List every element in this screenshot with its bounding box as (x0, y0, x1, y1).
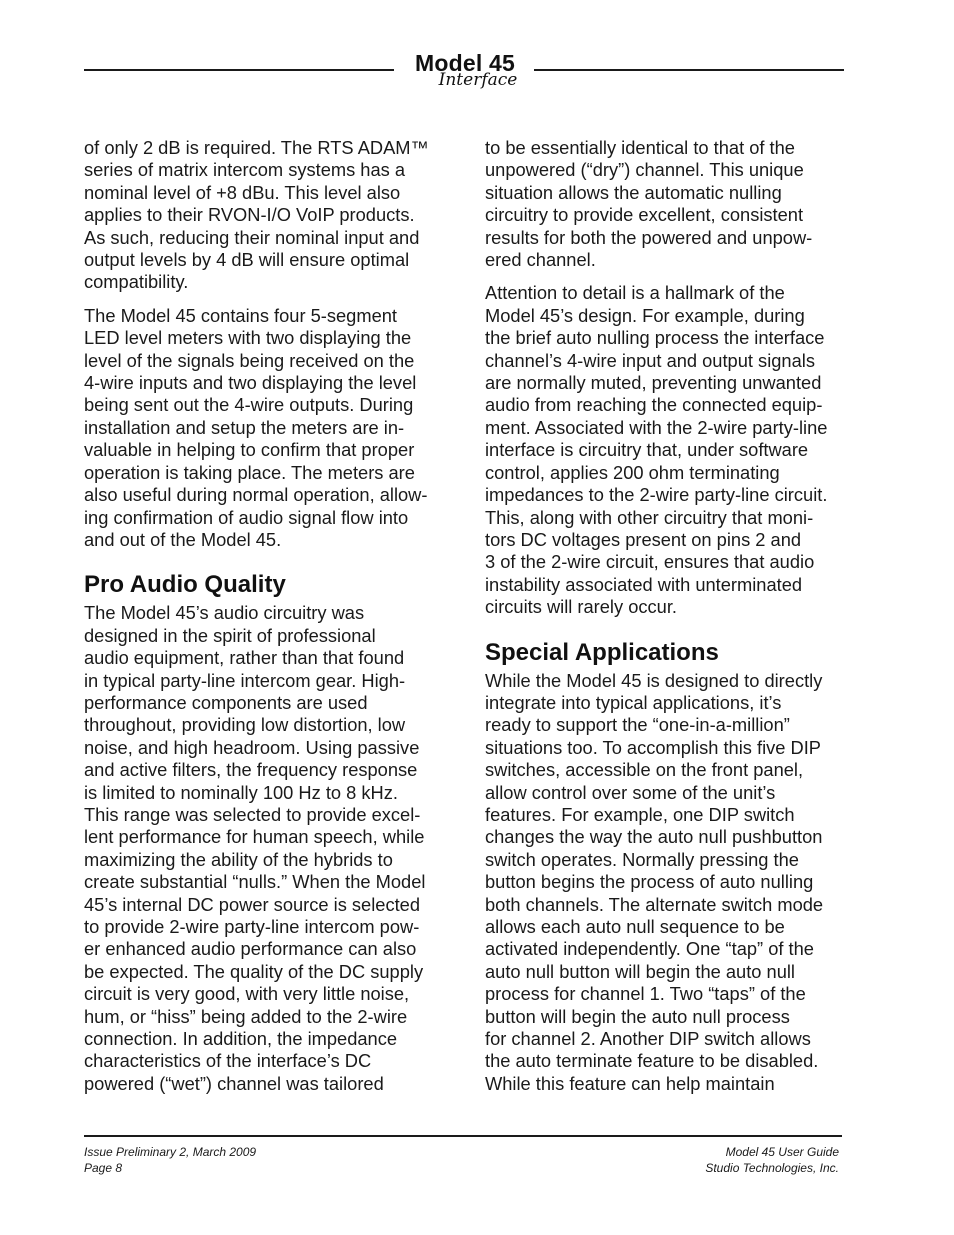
header-rule-left (84, 69, 394, 71)
logo-model-text: Model 45 (414, 50, 515, 76)
right-paragraph-1: to be essentially identical to that of the unpowered (“dry”) channel. This unique situation allows the automatic nulling circuitry to provide excellent, consistent results for both the powered and unpow- ered channel. (485, 137, 813, 271)
header-rule-right (534, 69, 844, 71)
footer-guide-title: Model 45 User Guide (725, 1145, 839, 1159)
left-column (84, 137, 444, 1106)
left-paragraph-2: The Model 45 contains four 5-segment LED level meters with two displaying the level of the signals being received on the 4-wire inputs and two displaying the level being sent out the 4-wire outputs. During installation and setup the meters are in- valuable in helping to confirm that proper operation is taking place. The meters are also useful during normal operation, allow- ing confirmation of audio signal flow into and out of the Model 45. (84, 304, 428, 550)
right-column (485, 137, 847, 1106)
footer-rule (84, 1135, 842, 1137)
footer-issue: Issue Preliminary 2, March 2009 (84, 1145, 257, 1159)
footer-page-number: Page 8 (84, 1161, 123, 1175)
footer-left (84, 1144, 256, 1176)
footer-company: Studio Technologies, Inc. (705, 1161, 839, 1175)
model-45-logo (400, 50, 530, 90)
right-paragraph-2: Attention to detail is a hallmark of the Model 45’s design. For example, during the brief auto nulling process the interface channel’s 4-wire input and output signals are normally muted, preventing unwanted audio from reaching the connected equip- ment. Associated with the 2-wire party-line interface is circuitry that, under software control, applies 200 ohm terminating impedances to the 2-wire party-line circuit. This, along with other circuitry that moni- tors DC voltages present on pins 2 and 3 of the 2-wire circuit, ensures that audio instability associated with unterminated circuits will rarely occur. (485, 282, 828, 618)
left-paragraph-1: of only 2 dB is required. The RTS ADAM™ series of matrix intercom systems has a nominal level of +8 dBu. This level also applies to their RVON-I/O VoIP products. As such, reducing their nominal input and output levels by 4 dB will ensure optimal compatibility. (84, 137, 429, 293)
footer-right (620, 1144, 839, 1176)
left-paragraph-3: The Model 45’s audio circuitry was designed in the spirit of professional audio equipment, rather than that found in typical party-line intercom gear. High- performance components are used throughout, providing low distortion, low noise, and high headroom. Using passive and active filters, the frequency response is limited to nominally 100 Hz to 8 kHz. This range was selected to provide excel- lent performance for human speech, while maximizing the ability of the hybrids to create substantial “nulls.” When the Model 45’s internal DC power source is selected to provide 2-wire party-line intercom pow- er enhanced audio performance can also be expected. The quality of the DC supply circuit is very good, with very little noise, hum, or “hiss” being added to the 2-wire connection. In addition, the impedance characteristics of the interface’s DC powered (“wet”) channel was tailored (84, 602, 426, 1094)
heading-special-applications: Special Applications (485, 638, 719, 666)
heading-pro-audio-quality: Pro Audio Quality (84, 571, 286, 599)
right-paragraph-3: While the Model 45 is designed to directly integrate into typical applications, it’s ready to support the “one-in-a-million” situations too. To accomplish this five DIP switches, accessible on the front panel, allow control over some of the unit’s features. For example, one DIP switch changes the way the auto null pushbutton switch operates. Normally pressing the button begins the process of auto nulling both channels. The alternate switch mode allows each auto null sequence to be activated independently. One “tap” of the auto null button will begin the auto null process for channel 1. Two “taps” of the button will begin the auto null process for channel 2. Another DIP switch allows the auto terminate feature to be disabled. While this feature can help maintain (485, 669, 824, 1094)
logo-interface-text: Interface (438, 70, 518, 90)
